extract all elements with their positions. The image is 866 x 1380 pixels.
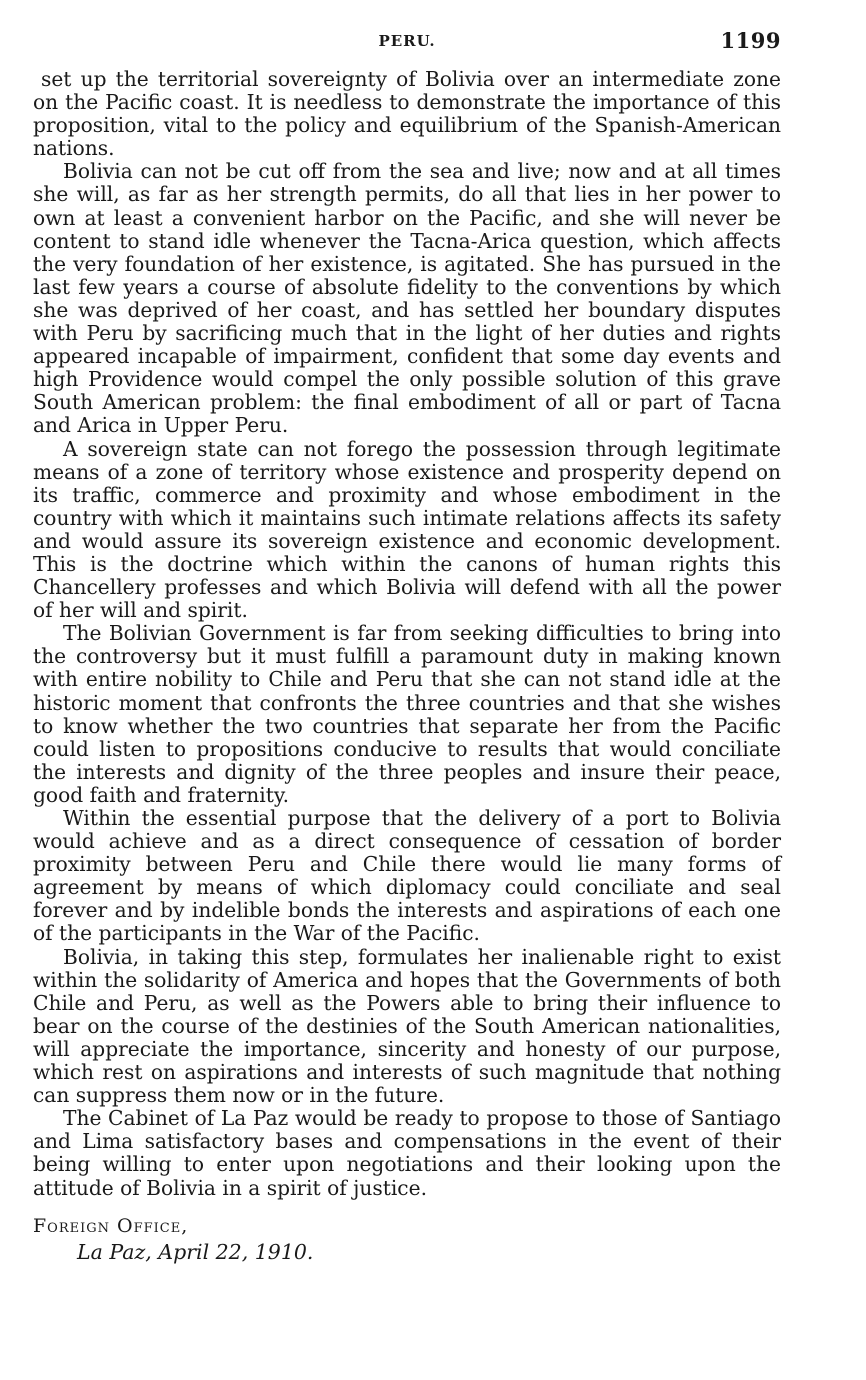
paragraph-essential-purpose: Within the essential purpose that the delivery of a port to Bolivia would achieve and as a direct consequence of cessation of border proximity between Peru and Chile there would lie many forms of agreement by means of which diplomacy could conciliate and seal forever and by indelible bonds the interests and aspirations of each one of the participants in the War of the Pacific. [33, 806, 781, 946]
body-text [33, 68, 781, 1200]
signature-place-date: La Paz, April 22, 1910. [77, 1239, 314, 1264]
signature-office: Foreign Office, [33, 1214, 189, 1237]
signature-block [33, 1214, 781, 1264]
page-header [33, 30, 781, 60]
paragraph-continuation: set up the territorial sovereignty of Bolivia over an intermediate zone on the Pacific coast. It is needless to demonstrate the importance of this proposition, vital to the policy and equilibrium of the Spanish-American nations. [33, 67, 781, 161]
paragraph-sovereign-state: A sovereign state can not forego the possession through legitimate means of a zone of territory whose existence and prosperity depend on its traffic, commerce and proximity and whose embodiment in the country with which it maintains such intimate relations affects its safety and would assure its sovereign existence and economic development. This is the doctrine which within the canons of human rights this Chancellery professes and which Bolivia will defend with all the power of her will and spirit. [33, 436, 781, 623]
running-head: PERU. [378, 32, 436, 50]
paragraph-cabinet-la-paz: The Cabinet of La Paz would be ready to propose to those of Santiago and Lima satisfactory bases and compensations in the event of their being willing to enter upon negotiations and their looking upon the attitude of Bolivia in a spirit of justice. [33, 1106, 781, 1200]
paragraph-bolivia-sea: Bolivia can not be cut off from the sea and live; now and at all times she will, as far as her strength permits, do all that lies in her power to own at least a convenient harbor on the Pacific, and she will never be content to stand idle whenever the Tacna-Arica question, which affects the very foundation of her existence, is agitated. She has pursued in the last few years a course of absolute fidelity to the conventions by which she was deprived of her coast, and has settled her boundary disputes with Peru by sacrificing much that in the light of her duties and rights appeared incapable of impairment, confident that some day events and high Providence would compel the only possible solution of this grave South American problem: the final embodiment of all or part of Tacna and Arica in Upper Peru. [33, 159, 781, 438]
paragraph-inalienable-right: Bolivia, in taking this step, formulates her inalienable right to exist within the solidarity of America and hopes that the Governments of both Chile and Peru, as well as the Powers able to bring their influence to bear on the course of the destinies of the South American nationalities, will appreciate the importance, sincerity and honesty of our purpose, which rest on aspirations and interests of such magnitude that nothing can suppress them now or in the future. [33, 944, 781, 1108]
paragraph-bolivian-government: The Bolivian Government is far from seeking difficulties to bring into the controversy but it must fulfill a paramount duty in making known with entire nobility to Chile and Peru that she can not stand idle at the historic moment that confronts the three countries and that she wishes to know whether the two countries that separate her from the Pacific could listen to propositions conducive to results that would conciliate the interests and dignity of the three peoples and insure their peace, good faith and fraternity. [33, 621, 781, 807]
document-page [33, 30, 781, 1264]
page-number: 1199 [720, 28, 781, 53]
